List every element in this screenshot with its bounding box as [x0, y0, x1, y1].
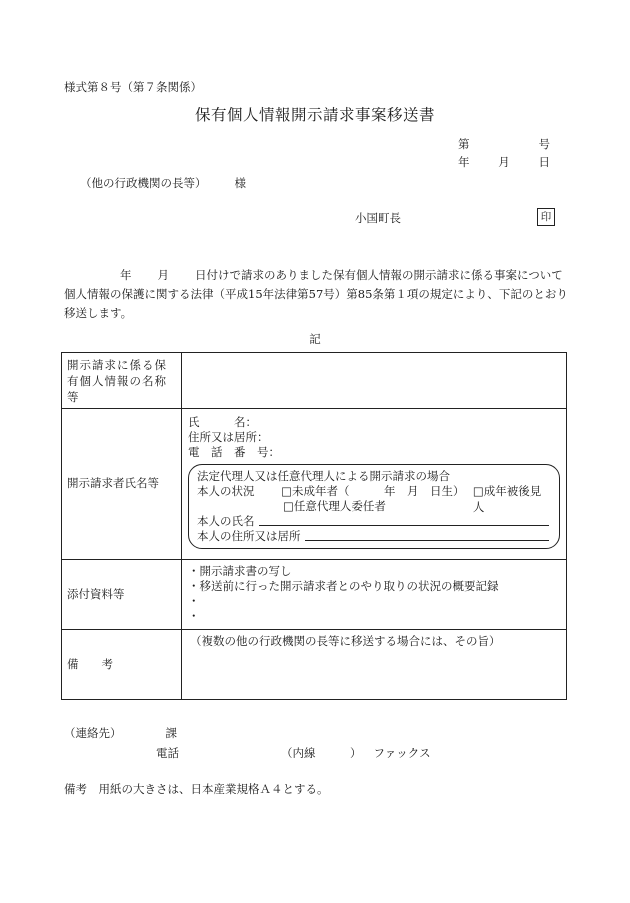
date-month-label: 月 — [498, 155, 510, 169]
contact-label: （連絡先） — [64, 726, 122, 740]
body-text: 日付けで請求のありました保有個人情報の開示請求に係る事案について個人情報の保護に関する法律（平成15年法律第57号）第85条第１項の規定により、下記のとおり移送します。 — [64, 268, 568, 320]
contact-line — [64, 726, 177, 742]
principal-name-row — [197, 514, 551, 529]
table-label-cell — [62, 353, 182, 409]
proxy-checkbox-option[interactable]: □任意代理人委任者 — [283, 499, 386, 513]
addressee-honorific: 様 — [234, 176, 246, 190]
date-line — [458, 155, 550, 171]
table-row — [62, 409, 567, 560]
body-year: 年 — [120, 268, 132, 282]
requester-value-cell — [182, 409, 567, 560]
number-dai-label: 第 — [458, 137, 470, 151]
number-go-label: 号 — [538, 137, 550, 151]
seal-mark: 印 — [537, 208, 555, 226]
table-row — [62, 560, 567, 630]
proxy-heading: 法定代理人又は任意代理人による開示請求の場合 — [197, 469, 450, 483]
fax-label: ファックス — [373, 746, 431, 760]
remarks-text: （複数の他の行政機関の長等に移送する場合には、その旨） — [190, 634, 501, 648]
requester-phone-line: 電 話 番 号： — [188, 445, 280, 459]
table-row — [62, 630, 567, 700]
date-day-label: 日 — [538, 155, 550, 169]
extension-label: （内線 ） — [281, 746, 362, 760]
attachment-item: ・開示請求書の写し — [188, 564, 292, 578]
remarks-label: 備 考 — [62, 630, 182, 700]
principal-name-underline[interactable] — [259, 514, 550, 526]
attachment-item: ・移送前に行った開示請求者とのやり取りの状況の概要記録 — [188, 579, 499, 593]
minor-checkbox-option[interactable]: □未成年者（ 年 月 日生） — [281, 484, 465, 498]
addressee-name: （他の行政機関の長等） — [80, 176, 207, 190]
ki-heading: 記 — [309, 332, 321, 346]
principal-status-label: 本人の状況 — [197, 484, 255, 498]
phone-label: 電話 — [156, 746, 179, 760]
sender-name: 小国町長 — [355, 211, 401, 225]
adult-ward-checkbox-option[interactable]: □成年被後見人 — [472, 484, 542, 514]
principal-address-row — [197, 529, 551, 544]
body-month: 月 — [157, 268, 169, 282]
table-row — [62, 353, 567, 409]
date-year-label: 年 — [458, 155, 470, 169]
document-number-line — [458, 137, 550, 153]
attachment-item: ・ — [188, 609, 200, 623]
transfer-details-table — [61, 352, 567, 700]
principal-name-label: 本人の氏名 — [197, 514, 255, 528]
principal-address-underline[interactable] — [305, 529, 550, 541]
info-name-value-cell[interactable] — [182, 353, 567, 409]
attachments-value-cell — [182, 560, 567, 630]
document-title: 保有個人情報開示請求事案移送書 — [194, 106, 435, 124]
contact-phone-line — [156, 746, 431, 762]
attachments-label: 添付資料等 — [62, 560, 182, 630]
attachment-item: ・ — [188, 594, 200, 608]
body-paragraph — [64, 266, 569, 323]
contact-section: 課 — [165, 726, 177, 740]
proxy-option-row — [197, 499, 551, 514]
proxy-request-bracket — [188, 464, 560, 549]
remarks-value-cell — [182, 630, 567, 700]
requester-name-line: 氏 名： — [188, 415, 257, 429]
form-number: 様式第８号（第７条関係） — [64, 80, 202, 94]
addressee — [80, 176, 246, 192]
requester-label: 開示請求者氏名等 — [62, 409, 182, 560]
requester-address-line: 住所又は居所： — [188, 430, 269, 444]
footnote: 備考 用紙の大きさは、日本産業規格Ａ４とする。 — [64, 782, 329, 796]
principal-address-label: 本人の住所又は居所 — [197, 529, 301, 543]
info-name-label: 開示請求に係る保有個人情報の名称等 — [67, 357, 167, 404]
